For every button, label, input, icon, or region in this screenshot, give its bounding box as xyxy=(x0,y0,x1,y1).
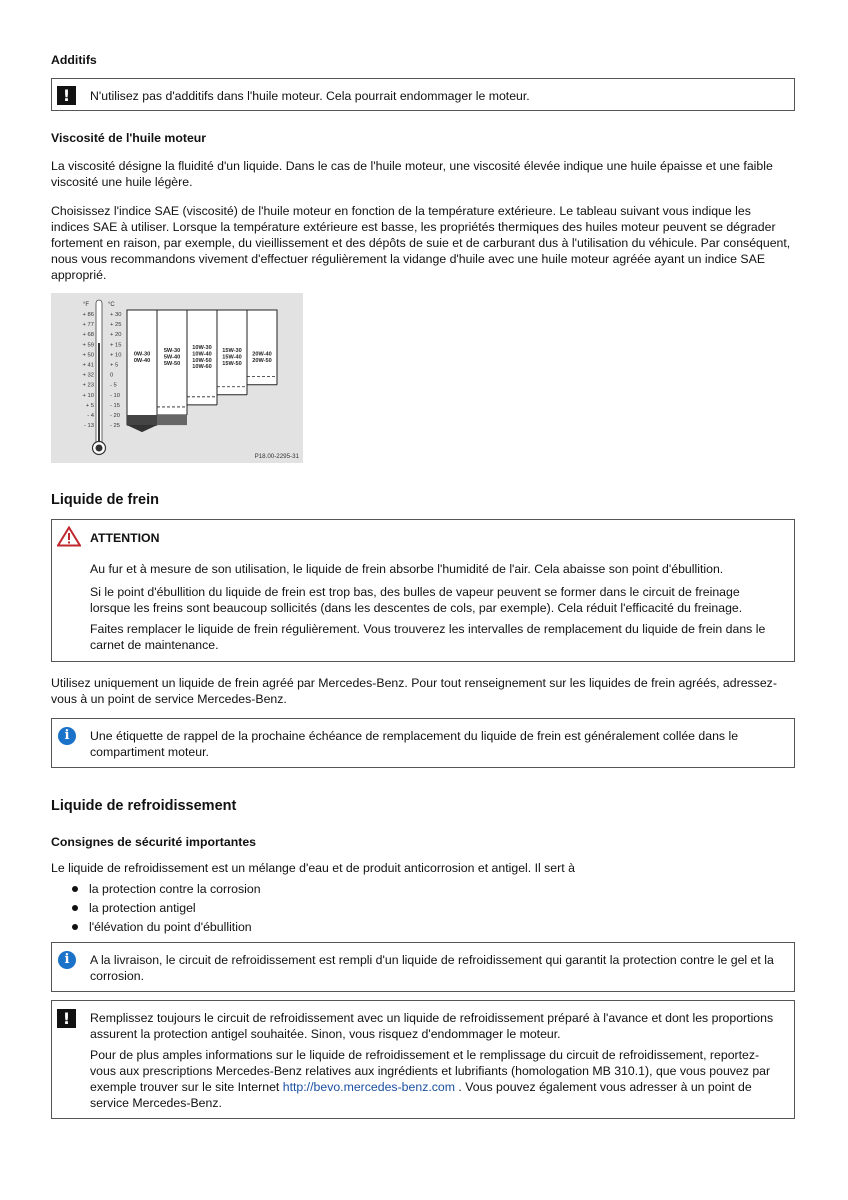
grade-label: 10W-30 xyxy=(192,345,212,351)
tick-label-c: + 25 xyxy=(110,322,122,329)
refroid-subtitle: Consignes de sécurité importantes xyxy=(51,835,257,849)
unit-f-label: °F xyxy=(83,302,90,308)
list-item-text: la protection antigel xyxy=(89,901,196,915)
tick-label-f: + 41 xyxy=(82,362,94,369)
bevo-link[interactable]: http://bevo.mercedes-benz.com xyxy=(282,1080,455,1094)
grade-label: 10W-50 xyxy=(192,357,212,364)
refroid-info-box xyxy=(51,942,795,992)
grade-label: 10W-40 xyxy=(192,351,212,358)
list-item-text: l'élévation du point d'ébullition xyxy=(89,920,252,934)
frein-attention-box xyxy=(51,519,795,662)
frein-warning-2: Si le point d'ébullition du liquide de frein est trop bas, des bulles de vapeur peuvent se former dans le circuit de freinage lorsque les freins sont beaucoup sollicités (dans les descentes de cols, par exemple). Cela réduit l'efficacité du freinage. xyxy=(90,585,743,615)
tick-label-c: 0 xyxy=(110,372,114,379)
grade-label: 0W-30 xyxy=(133,351,151,358)
grade-column-fill xyxy=(128,311,157,425)
thermometer-mercury xyxy=(98,343,100,445)
tick-label-c: + 10 xyxy=(110,352,122,359)
tick-label-f: + 23 xyxy=(82,382,94,389)
refroid-notice-box xyxy=(51,1000,795,1119)
bullet-icon xyxy=(72,886,78,892)
additifs-notice-text: N'utilisez pas d'additifs dans l'huile moteur. Cela pourrait endommager le moteur. xyxy=(90,89,530,103)
tick-label-c: - 5 xyxy=(110,382,117,389)
frein-info-box xyxy=(51,718,795,768)
refroid-title: Liquide de refroidissement xyxy=(51,798,237,814)
tick-label-f: + 77 xyxy=(82,322,94,329)
grade-label: 20W-40 xyxy=(252,351,272,358)
tick-label-f: + 5 xyxy=(85,402,94,409)
tick-label-f: + 68 xyxy=(82,332,94,339)
tick-label-f: + 86 xyxy=(82,312,94,318)
viscosite-paragraph-2: Choisissez l'indice SAE (viscosité) de l'huile moteur en fonction de la température extérieure. Le tableau suivant vous indique les indices SAE à utiliser. Lorsque la température extérieure est basse, les propriétés thermiques des huiles moteur peuvent se dégrader fortement en raison, par exemple, du vieillissement et des dépôts de suie et de carburant dus à l'utilisation du véhicule. Par conséquent, nous vous recommandons vivement d'effectuer régulièrement la vidange d'huile avec une huile moteur agréée ayant un indice SAE approprié. xyxy=(51,204,791,282)
grade-label: 10W-60 xyxy=(192,364,212,371)
frein-warning-3: Faites remplacer le liquide de frein régulièrement. Vous trouverez les intervalles de remplacement du liquide de frein dans le carnet de maintenance. xyxy=(90,622,766,652)
grade-arrow xyxy=(127,425,157,432)
viscosite-title: Viscosité de l'huile moteur xyxy=(51,131,207,145)
info-icon: i xyxy=(58,727,76,745)
bullet-icon xyxy=(72,905,78,911)
viscosity-chart-svg xyxy=(51,293,303,463)
refroid-notice-2 xyxy=(90,1047,782,1111)
tick-label-c: + 20 xyxy=(110,332,122,339)
figure-id: P18.00-2295-31 xyxy=(254,453,299,460)
exclamation-icon: ! xyxy=(57,86,76,105)
viscosity-chart xyxy=(51,293,303,463)
bullet-icon xyxy=(72,924,78,930)
grade-column-fill xyxy=(248,311,277,385)
grade-label: 0W-40 xyxy=(133,357,151,364)
tick-label-f: + 32 xyxy=(82,372,94,379)
refroid-notice-2a: Pour de plus amples informations sur le liquide de refroidissement et le remplissage du circuit de refroidissement, reportez-vous aux prescriptions Mercedes-Benz relatives aux ingrédients et lubrifiants (homologation MB 310.1), que vous pouvez par exemple trouver sur le site Internet xyxy=(90,1048,771,1094)
tick-label-c: + 30 xyxy=(110,312,122,318)
grade-label: 15W-40 xyxy=(222,354,242,361)
additifs-notice-box xyxy=(51,78,795,111)
viscosite-paragraph-1: La viscosité désigne la fluidité d'un liquide. Dans le cas de l'huile moteur, une viscosité élevée indique une huile épaisse et une faible viscosité une huile légère. xyxy=(51,159,773,189)
frein-paragraph: Utilisez uniquement un liquide de frein agréé par Mercedes-Benz. Pour tout renseignement sur les liquides de frein agréés, adressez-vous à un point de service Mercedes-Benz. xyxy=(51,676,777,706)
info-icon: i xyxy=(58,951,76,969)
list-item-text: la protection contre la corrosion xyxy=(89,882,261,896)
tick-label-c: + 15 xyxy=(110,342,122,349)
grade-label: 5W-40 xyxy=(163,354,181,361)
frein-warning-1: Au fur et à mesure de son utilisation, le liquide de frein absorbe l'humidité de l'air. Cela abaisse son point d'ébullition. xyxy=(90,562,724,576)
refroid-notice-2b: . Vous pouvez également vous adresser à un point de service Mercedes-Benz. xyxy=(90,1080,752,1110)
unit-c-label: °C xyxy=(108,302,115,308)
attention-label: ATTENTION xyxy=(90,531,160,545)
tick-label-f: + 50 xyxy=(82,352,94,359)
tick-label-c: - 10 xyxy=(110,392,120,399)
tick-label-f: + 59 xyxy=(82,342,94,349)
grade-label: 15W-50 xyxy=(222,361,242,367)
grade-label: 5W-30 xyxy=(163,348,181,355)
warning-triangle-icon xyxy=(57,526,81,547)
tick-label-c: - 25 xyxy=(110,423,120,430)
refroid-info-text: A la livraison, le circuit de refroidissement est rempli d'un liquide de refroidissement qui garantit la protection contre le gel et la corrosion. xyxy=(90,953,774,983)
grade-label: 5W-50 xyxy=(163,361,181,367)
tick-label-f: - 13 xyxy=(84,423,94,430)
frein-info-text: Une étiquette de rappel de la prochaine échéance de remplacement du liquide de frein est généralement collée dans le compartiment moteur. xyxy=(90,729,739,759)
tick-label-c: - 20 xyxy=(110,413,120,419)
grade-label: 20W-50 xyxy=(252,357,272,364)
refroid-intro: Le liquide de refroidissement est un mélange d'eau et de produit anticorrosion et antigel. Il sert à xyxy=(51,861,575,875)
tick-label-f: - 4 xyxy=(87,413,94,419)
grade-shade-2 xyxy=(157,415,187,425)
exclamation-icon: ! xyxy=(57,1009,76,1028)
refroid-notice-1: Remplissez toujours le circuit de refroidissement avec un liquide de refroidissement préparé à l'avance et dont les proportions assurent la protection antigel souhaitée. Sinon, vous risquez d'endommager le moteur. xyxy=(90,1011,774,1041)
tick-label-c: - 15 xyxy=(110,402,120,409)
frein-title: Liquide de frein xyxy=(51,492,159,508)
tick-label-c: + 5 xyxy=(110,362,119,369)
grade-shade-1 xyxy=(127,415,157,425)
grade-label: 15W-30 xyxy=(222,348,242,355)
tick-label-f: + 10 xyxy=(82,392,94,399)
thermometer-bulb-core xyxy=(96,445,103,452)
additifs-title: Additifs xyxy=(51,53,97,67)
